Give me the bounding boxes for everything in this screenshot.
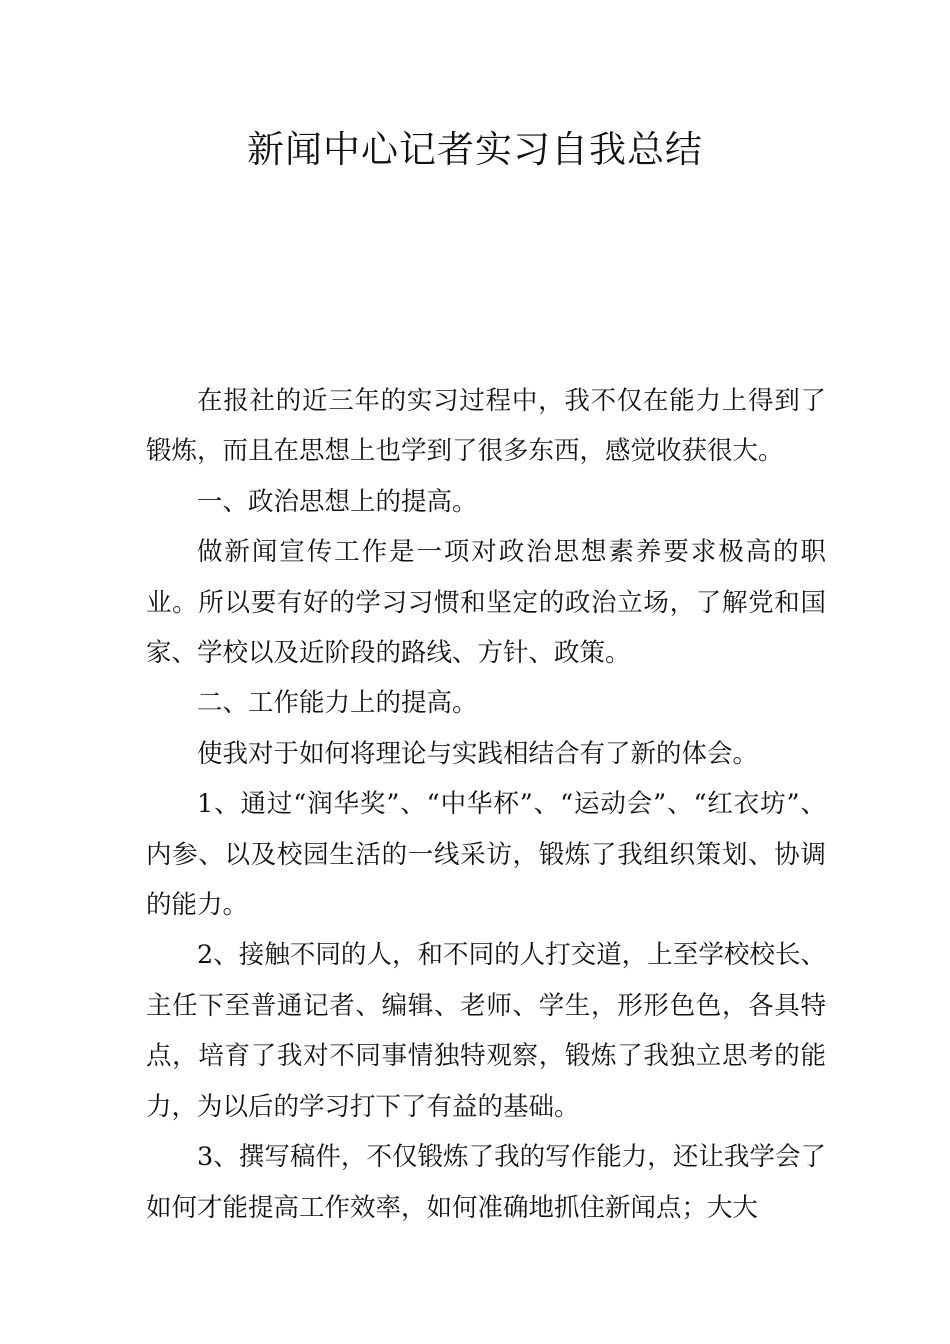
- paragraph-theory-practice: 使我对于如何将理论与实践相结合有了新的体会。: [197, 738, 759, 769]
- paragraph-item-2: 2、接触不同的人，和不同的人打交道，上至学校校长、主任下至普通记者、编辑、老师、学生，形形色色，各具特点，培育了我对不同事情独特观察，锻炼了我独立思考的能力，为以后的学习打下了有益的基础。: [146, 940, 826, 1122]
- heading-work-ability: 二、工作能力上的提高。: [197, 688, 478, 719]
- paragraph-political: 做新闻宣传工作是一项对政治思想素养要求极高的职业。所以要有好的学习习惯和坚定的政治立场，了解党和国家、学校以及近阶段的路线、方针、政策。: [146, 537, 826, 669]
- document-title: 新闻中心记者实习自我总结: [247, 128, 703, 171]
- paragraph-intro: 在报社的近三年的实习过程中，我不仅在能力上得到了锻炼，而且在思想上也学到了很多东西，感觉收获很大。: [146, 386, 826, 467]
- heading-political: 一、政治思想上的提高。: [197, 486, 478, 517]
- paragraph-item-1: 1、通过“润华奖”、“中华杯”、“运动会”、“红衣坊”、内参、以及校园生活的一线采访，锻炼了我组织策划、协调的能力。: [146, 789, 826, 921]
- paragraph-item-3: 3、撰写稿件，不仅锻炼了我的写作能力，还让我学会了如何才能提高工作效率，如何准确地抓住新闻点；大大: [146, 1142, 826, 1223]
- document-body: [146, 376, 826, 1233]
